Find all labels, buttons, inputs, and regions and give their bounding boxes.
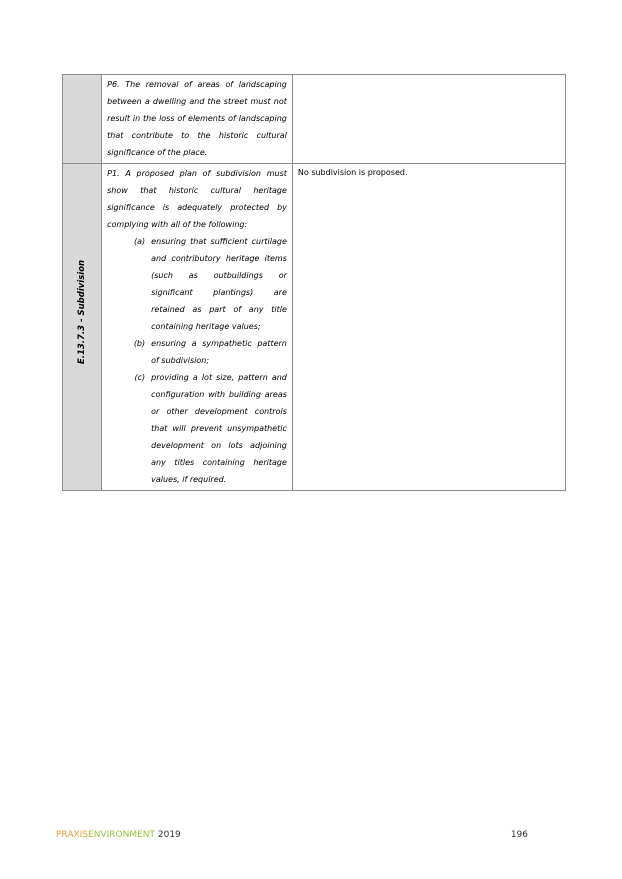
response-cell — [292, 164, 565, 491]
performance-criteria-cell — [102, 75, 293, 164]
performance-criteria-cell — [102, 164, 293, 491]
page-number: 196 — [510, 830, 528, 840]
table-row-p6 — [63, 75, 566, 164]
list-item-text: ensuring that sufficient curtilage and contributory heritage items (such as outbuildings or significant plantings) are retained as part of any title containing heritage values; — [151, 237, 287, 331]
section-label-cell — [63, 164, 102, 491]
criteria-p6-text: P6. The removal of areas of landscaping between a dwelling and the street must not result in the loss of elements of landscaping that contribute to the historic cultural significance of the place. — [107, 80, 287, 157]
response-cell — [292, 75, 565, 164]
table-row-subdivision — [63, 164, 566, 491]
planning-compliance-table — [62, 74, 566, 491]
section-label: E.13.7.3 - Subdivision — [77, 259, 88, 365]
list-item-label: (b) — [133, 339, 146, 348]
response-text: No subdivision is proposed. — [297, 168, 408, 177]
list-item — [107, 233, 287, 335]
footer-year: 2019 — [157, 830, 181, 840]
list-item — [107, 335, 287, 369]
section-label-cell-empty — [63, 75, 102, 164]
brand-environment: ENVIRONMENT — [88, 830, 155, 840]
criteria-p1-intro: P1. A proposed plan of subdivision must show that historic cultural heritage significance is adequately protected by complying with all of the following: — [107, 169, 287, 229]
footer-brand — [56, 830, 181, 840]
page-footer — [56, 830, 528, 840]
list-item-label: (c) — [134, 373, 146, 382]
brand-praxis: PRAXIS — [56, 830, 89, 840]
list-item — [107, 369, 287, 488]
list-item-text: ensuring a sympathetic pattern of subdivision; — [151, 339, 287, 365]
list-item-label: (a) — [133, 237, 146, 246]
list-item-text: providing a lot size, pattern and configuration with building areas or other development controls that will prevent unsympathetic development on lots adjoining any titles containing heritage values, if required. — [151, 373, 287, 484]
